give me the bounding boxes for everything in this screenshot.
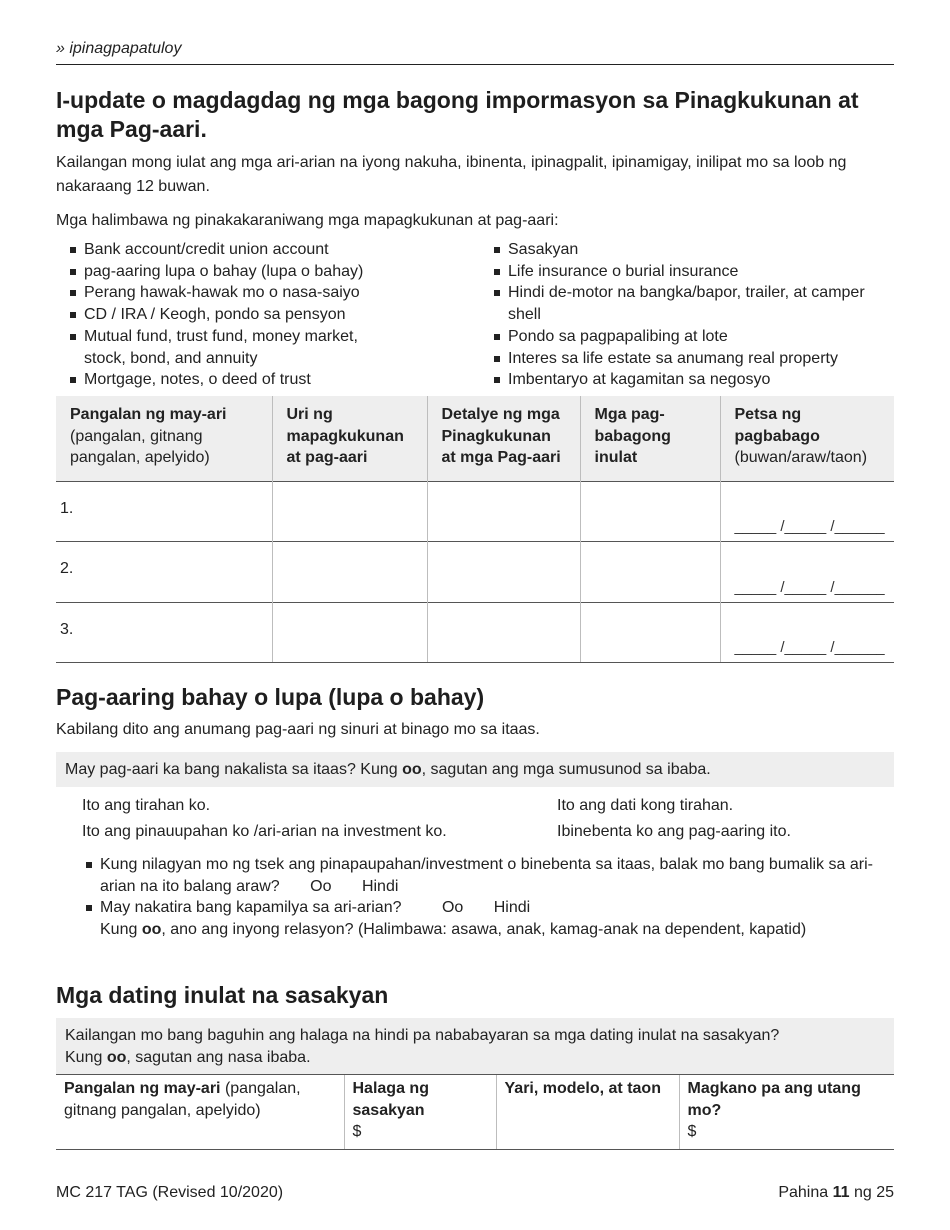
col-resource-details: Detalye ng mga Pinagkukunan at mga Pag-aari (427, 396, 580, 481)
section-title-property: Pag-aaring bahay o lupa (lupa o bahay) (56, 684, 485, 710)
list-item: Hindi de-motor na bangka/bapor, trailer, at camper shell (494, 282, 894, 325)
resource-type-field[interactable] (272, 542, 427, 603)
changes-reported-field[interactable] (580, 602, 720, 663)
examples-list-left (70, 239, 390, 391)
col-resource-type: Uri ng mapagkukunan at pag-aari (272, 396, 427, 481)
resource-details-field[interactable] (427, 542, 580, 603)
changes-reported-field[interactable] (580, 481, 720, 542)
family-no-option[interactable]: Hindi (493, 899, 531, 917)
continued-note: » ipinagpapatuloy (56, 40, 182, 57)
resource-details-field[interactable] (427, 481, 580, 542)
list-item: Interes sa life estate sa anumang real property (494, 348, 894, 370)
resources-intro: Kailangan mong iulat ang mga ari-arian na iyong nakuha, ibinenta, ipinagpalit, ipinamigay, inilipat mo sa loob ng nakaraang 12 buwan. (56, 154, 847, 195)
change-date-field[interactable]: _____ /_____ /______ (720, 602, 894, 663)
list-item: Pondo sa pagpapalibing at lote (494, 326, 894, 348)
vehicle-value-field[interactable]: Halaga ng sasakyan $ (344, 1075, 496, 1150)
change-date-field[interactable]: _____ /_____ /______ (720, 481, 894, 542)
list-item: Imbentaryo at kagamitan sa negosyo (494, 369, 894, 391)
option-selling[interactable]: Ibinebenta ko ang pag-aaring ito. (557, 823, 791, 840)
property-question-bar: May pag-aari ka bang nakalista sa itaas? Kung oo, sagutan ang mga sumusunod sa ibaba. (56, 752, 894, 787)
change-date-field[interactable]: _____ /_____ /______ (720, 542, 894, 603)
col-owner-name: Pangalan ng may-ari (pangalan, gitnang pangalan, apelyido) (56, 396, 272, 481)
option-former-home[interactable]: Ito ang dati kong tirahan. (557, 797, 734, 814)
table-row (56, 481, 894, 542)
list-item: Perang hawak-hawak mo o nasa-saiyo (70, 282, 390, 304)
document-page (56, 0, 894, 1230)
option-my-home[interactable]: Ito ang tirahan ko. (82, 797, 211, 814)
list-item: Mortgage, notes, o deed of trust (70, 369, 390, 391)
examples-list-right (494, 239, 894, 391)
question-return-to-property: Kung nilagyan mo ng tsek ang pinapaupahan/investment o binebenta sa itaas, balak mo bang bumalik sa ari-arian na ito balang araw? Oo Hindi (86, 854, 876, 897)
form-id: MC 217 TAG (Revised 10/2020) (56, 1184, 284, 1201)
section-title-resources: I-update o magdagdag ng mga bagong impormasyon sa Pinagkukunan at mga Pag-aari. (56, 87, 859, 142)
vehicle-amount-owed-field[interactable]: Magkano pa ang utang mo? $ (679, 1075, 894, 1150)
row-number: 2. (56, 542, 272, 603)
list-item: Sasakyan (494, 239, 894, 261)
vehicle-table (56, 1074, 894, 1150)
changes-reported-field[interactable] (580, 542, 720, 603)
vehicle-question-bar: Kailangan mo bang baguhin ang halaga na hindi pa nababayaran sa mga dating inulat na sasakyan? Kung oo, sagutan ang nasa ibaba. (56, 1018, 894, 1074)
resource-type-field[interactable] (272, 602, 427, 663)
family-yes-option[interactable]: Oo (441, 899, 464, 917)
list-item: Mutual fund, trust fund, money market, stock, bond, and annuity (70, 326, 390, 369)
page-number: Pahina 11 ng 25 (778, 1184, 894, 1201)
vehicle-owner-field[interactable]: Pangalan ng may-ari (pangalan, gitnang pangalan, apelyido) (56, 1075, 344, 1150)
header-rule (56, 64, 894, 65)
table-row (56, 602, 894, 663)
table-row (56, 542, 894, 603)
examples-label: Mga halimbawa ng pinakakaraniwang mga mapagkukunan at pag-aari: (56, 212, 559, 229)
question-family-resident: May nakatira bang kapamilya sa ari-arian? Oo Hindi Kung oo, ano ang inyong relasyon? (Halimbawa: asawa, anak, kamag-anak na dependent, kapatid) (86, 897, 876, 940)
return-yes-option[interactable]: Oo (310, 877, 332, 895)
col-change-date: Petsa ng pagbabago (buwan/araw/taon) (720, 396, 894, 481)
row-number: 1. (56, 481, 272, 542)
col-changes-reported: Mga pag-babagong inulat (580, 396, 720, 481)
list-item: pag-aaring lupa o bahay (lupa o bahay) (70, 261, 390, 283)
list-item: CD / IRA / Keogh, pondo sa pensyon (70, 304, 390, 326)
resource-details-field[interactable] (427, 602, 580, 663)
table-header-row (56, 396, 894, 481)
vehicle-make-model-field[interactable]: Yari, modelo, at taon (496, 1075, 679, 1150)
resources-table (56, 396, 894, 663)
property-questions-list (86, 854, 876, 941)
option-rental-investment[interactable]: Ito ang pinauupahan ko /ari-arian na investment ko. (82, 823, 447, 840)
section-title-vehicles: Mga dating inulat na sasakyan (56, 982, 389, 1008)
list-item: Bank account/credit union account (70, 239, 390, 261)
property-intro: Kabilang dito ang anumang pag-aari ng sinuri at binago mo sa itaas. (56, 721, 540, 738)
list-item: Life insurance o burial insurance (494, 261, 894, 283)
resource-type-field[interactable] (272, 481, 427, 542)
return-no-option[interactable]: Hindi (361, 877, 399, 895)
row-number: 3. (56, 602, 272, 663)
relationship-question: , ano ang inyong relasyon? (Halimbawa: asawa, anak, kamag-anak na dependent, kapatid) (161, 921, 807, 939)
table-row (56, 1075, 894, 1150)
